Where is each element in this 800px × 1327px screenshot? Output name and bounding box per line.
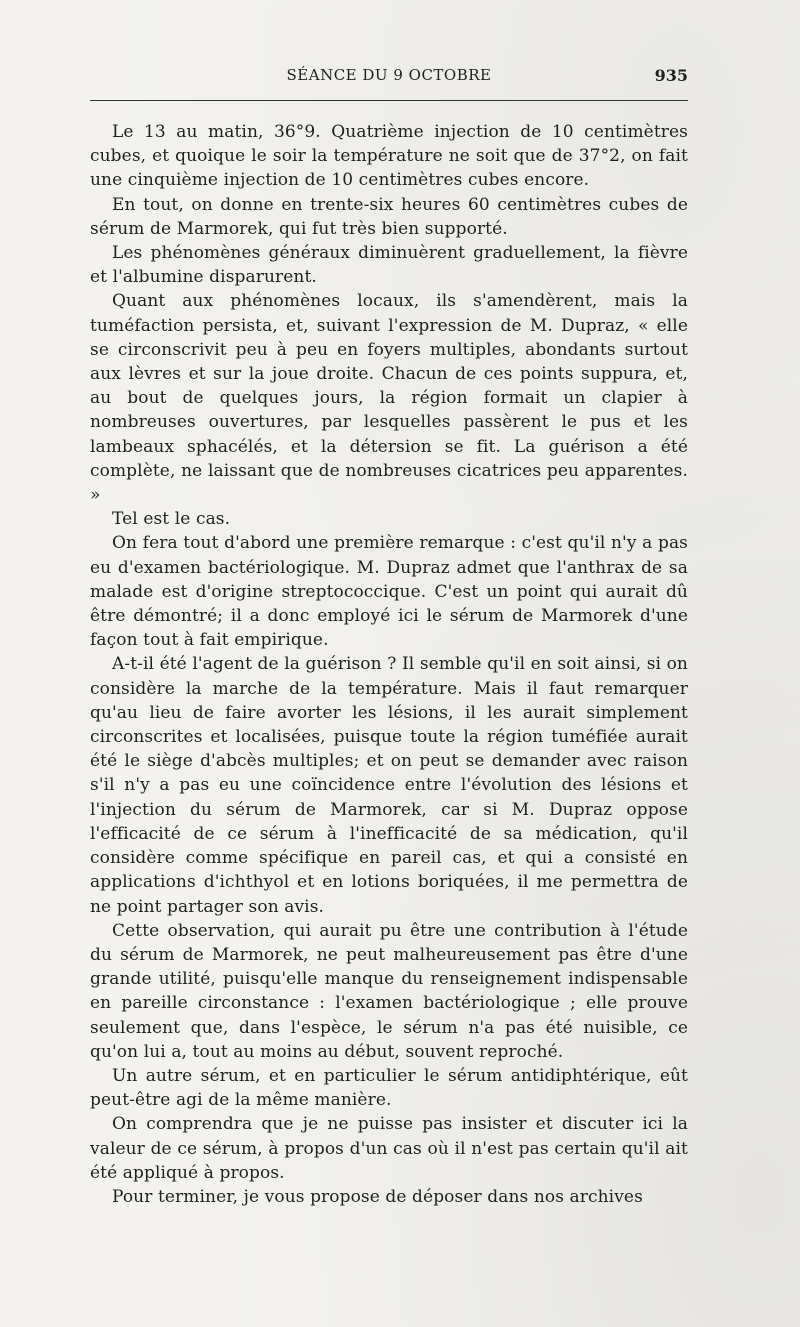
paragraph: On fera tout d'abord une première remarque : c'est qu'il n'y a pas eu d'examen bactériologique. M. Dupraz admet que l'anthrax de sa malade est d'origine streptococcique. C'est un point qui aurait dû être démontré; il a donc employé ici le sérum de Marmorek d'une façon tout à fait empirique. <box>90 533 688 651</box>
running-header <box>90 66 688 90</box>
paragraph: Cette observation, qui aurait pu être une contribution à l'étude du sérum de Marmorek, ne peut malheureusement pas être d'une grande utilité, puisqu'elle manque du renseignement indispensable en pareille circonstance : l'examen bactériologique ; elle prouve seulement que, dans l'espèce, le sérum n'a pas été nuisible, ce qu'on lui a, tout au moins au début, souvent reproché. <box>90 920 688 1062</box>
header-rule <box>90 100 688 101</box>
paragraph: Le 13 au matin, 36°9. Quatrième injection de 10 centimètres cubes, et quoique le soir la température ne soit que de 37°2, on fait une cinquième injection de 10 centimètres cubes encore. <box>90 122 688 191</box>
body-text <box>90 120 688 1209</box>
page-number: 935 <box>654 66 688 85</box>
paragraph: On comprendra que je ne puisse pas insister et discuter ici la valeur de ce sérum, à propos d'un cas où il n'est pas certain qu'il ait été appliqué à propos. <box>90 1114 688 1183</box>
header-title: SÉANCE DU 9 OCTOBRE <box>286 66 492 84</box>
paragraph: Quant aux phénomènes locaux, ils s'amendèrent, mais la tuméfaction persista, et, suivant l'expression de M. Dupraz, « elle se circonscrivit peu à peu en foyers multiples, abondants surtout aux lèvres et sur la joue droite. Chacun de ces points suppura, et, au bout de quelques jours, la région formait un clapier à nombreuses ouvertures, par lesquelles passèrent le pus et les lambeaux sphacélés, et la détersion se fit. La guérison a été complète, ne laissant que de nombreuses cicatrices peu apparentes. » <box>90 291 688 506</box>
paragraph: Tel est le cas. <box>112 509 231 530</box>
paragraph: Les phénomènes généraux diminuèrent graduellement, la fièvre et l'albumine disparurent. <box>90 243 688 288</box>
paragraph: Pour terminer, je vous propose de déposer dans nos archives <box>112 1186 643 1207</box>
paragraph: A-t-il été l'agent de la guérison ? Il semble qu'il en soit ainsi, si on considère la marche de la température. Mais il faut remarquer qu'au lieu de faire avorter les lésions, il les aurait simplement circonscrites et localisées, puisque toute la région tuméfiée aurait été le siège d'abcès multiples; et on peut se demander avec raison s'il n'y a pas eu une coïncidence entre l'évolution des lésions et l'injection du sérum de Marmorek, car si M. Dupraz oppose l'efficacité de ce sérum à l'inefficacité de sa médication, qu'il considère comme spécifique en pareil cas, et qui a consisté en applications d'ichthyol et en lotions boriquées, il me permettra de ne point partager son avis. <box>90 654 688 917</box>
paragraph: En tout, on donne en trente-six heures 60 centimètres cubes de sérum de Marmorek, qui fut très bien supporté. <box>90 194 688 239</box>
paragraph: Un autre sérum, et en particulier le sérum antidiphtérique, eût peut-être agi de la même manière. <box>90 1065 688 1111</box>
